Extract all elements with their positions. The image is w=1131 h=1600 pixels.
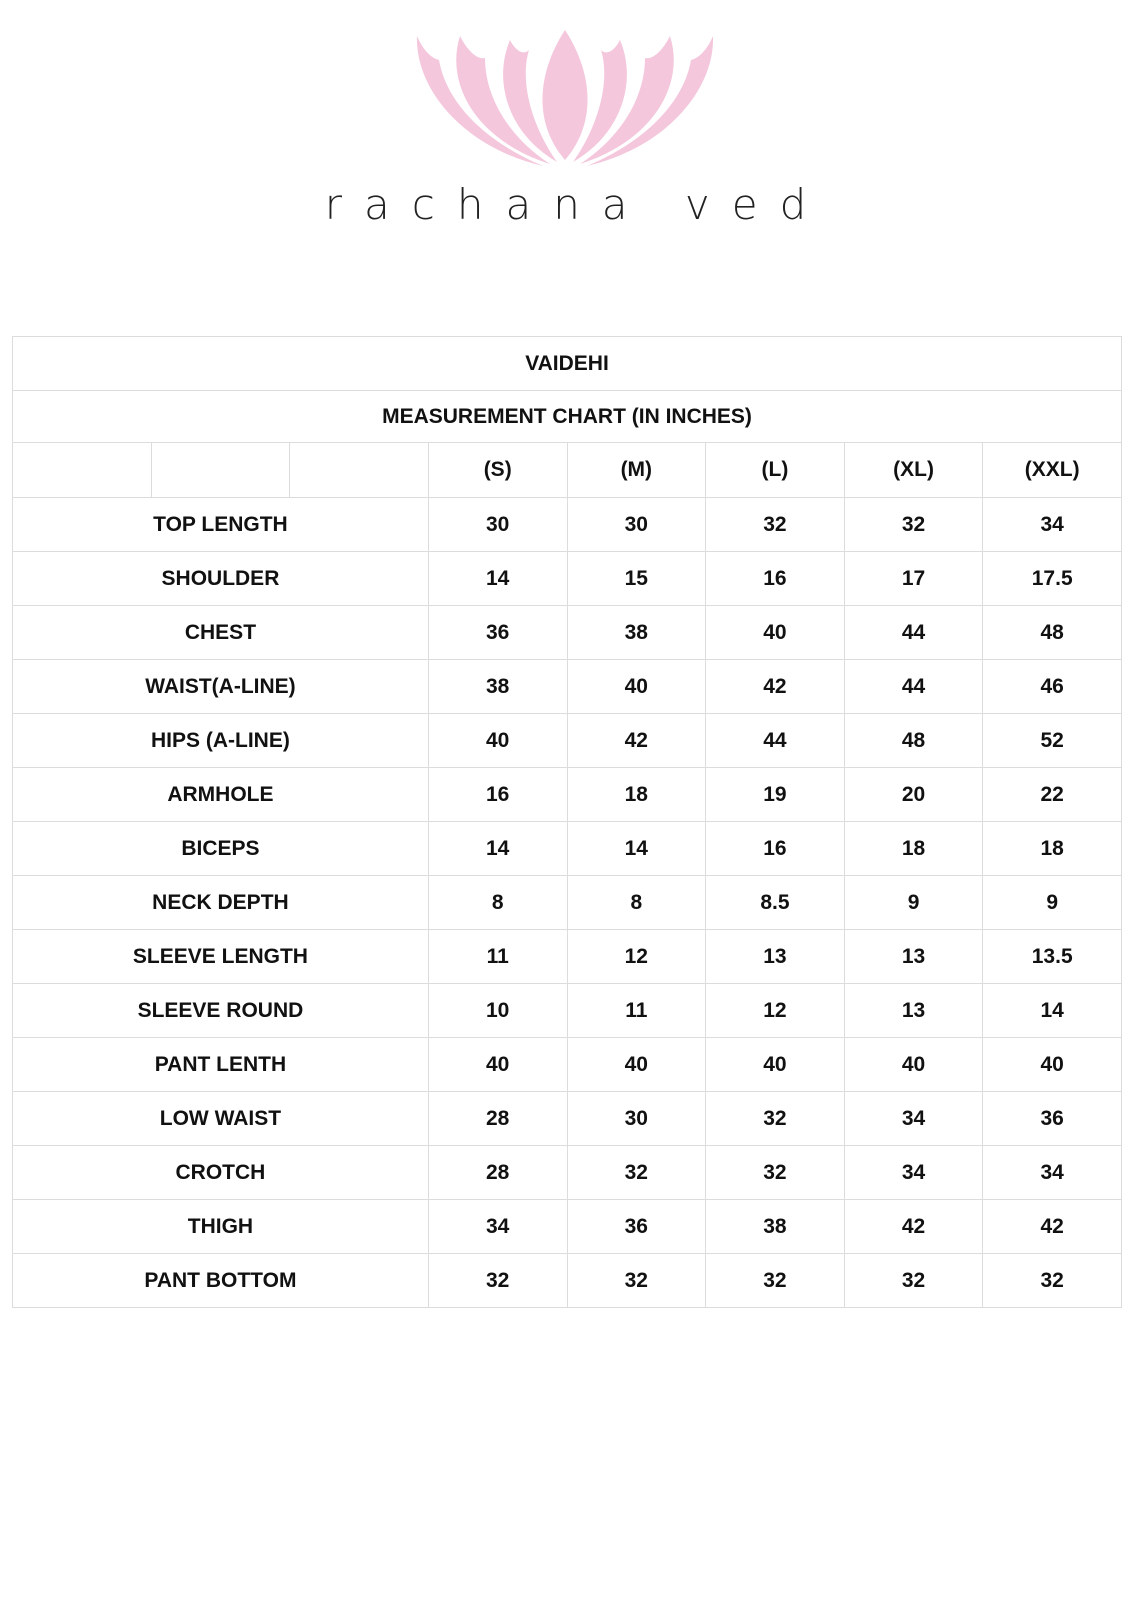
measurement-value: 13	[844, 930, 983, 984]
measurement-label: TOP LENGTH	[13, 498, 429, 552]
measurement-value: 32	[706, 1254, 845, 1308]
measurement-value: 14	[428, 552, 567, 606]
table-row	[13, 822, 1122, 876]
measurement-value: 40	[567, 1038, 706, 1092]
measurement-value: 32	[706, 498, 845, 552]
measurement-chart-table	[12, 336, 1122, 1308]
measurement-value: 52	[983, 714, 1122, 768]
measurement-value: 22	[983, 768, 1122, 822]
measurement-value: 32	[706, 1146, 845, 1200]
measurement-label: PANT BOTTOM	[13, 1254, 429, 1308]
measurement-value: 38	[567, 606, 706, 660]
measurement-value: 18	[844, 822, 983, 876]
brand-header	[0, 20, 1131, 260]
measurement-value: 19	[706, 768, 845, 822]
table-row	[13, 1200, 1122, 1254]
measurement-value: 30	[567, 1092, 706, 1146]
measurement-value: 32	[567, 1254, 706, 1308]
measurement-value: 30	[567, 498, 706, 552]
measurement-value: 8	[428, 876, 567, 930]
size-header-row	[13, 443, 1122, 498]
measurement-value: 12	[706, 984, 845, 1038]
measurement-value: 18	[983, 822, 1122, 876]
measurement-value: 10	[428, 984, 567, 1038]
measurement-value: 34	[983, 498, 1122, 552]
measurement-value: 42	[706, 660, 845, 714]
table-row	[13, 714, 1122, 768]
table-row	[13, 1038, 1122, 1092]
measurement-value: 16	[428, 768, 567, 822]
measurement-value: 8.5	[706, 876, 845, 930]
measurement-value: 44	[844, 606, 983, 660]
measurement-value: 32	[983, 1254, 1122, 1308]
measurement-value: 36	[428, 606, 567, 660]
measurement-label: SLEEVE ROUND	[13, 984, 429, 1038]
measurement-value: 40	[428, 1038, 567, 1092]
measurement-value: 42	[567, 714, 706, 768]
measurement-value: 13.5	[983, 930, 1122, 984]
measurement-value: 40	[567, 660, 706, 714]
chart-title: VAIDEHI	[13, 337, 1122, 391]
measurement-value: 20	[844, 768, 983, 822]
measurement-value: 48	[844, 714, 983, 768]
size-header: (XL)	[844, 443, 983, 498]
measurement-value: 32	[844, 1254, 983, 1308]
measurement-label: BICEPS	[13, 822, 429, 876]
measurement-label: HIPS (A-LINE)	[13, 714, 429, 768]
table-row	[13, 552, 1122, 606]
measurement-value: 34	[428, 1200, 567, 1254]
measurement-value: 14	[428, 822, 567, 876]
measurement-value: 32	[844, 498, 983, 552]
measurement-value: 44	[844, 660, 983, 714]
measurement-value: 42	[983, 1200, 1122, 1254]
measurement-value: 11	[428, 930, 567, 984]
measurement-value: 34	[844, 1092, 983, 1146]
measurement-value: 34	[983, 1146, 1122, 1200]
measurement-label: LOW WAIST	[13, 1092, 429, 1146]
measurement-value: 9	[844, 876, 983, 930]
measurement-value: 40	[428, 714, 567, 768]
table-row	[13, 498, 1122, 552]
table-row	[13, 660, 1122, 714]
lotus-logo-icon	[415, 28, 715, 168]
brand-name: rachana ved	[324, 180, 829, 229]
measurement-label: ARMHOLE	[13, 768, 429, 822]
measurement-value: 46	[983, 660, 1122, 714]
measurement-value: 32	[706, 1092, 845, 1146]
measurement-label: CHEST	[13, 606, 429, 660]
measurement-value: 11	[567, 984, 706, 1038]
measurement-value: 40	[706, 1038, 845, 1092]
measurement-value: 32	[567, 1146, 706, 1200]
measurement-label: WAIST(A-LINE)	[13, 660, 429, 714]
measurement-value: 30	[428, 498, 567, 552]
measurement-value: 38	[706, 1200, 845, 1254]
measurement-label: SHOULDER	[13, 552, 429, 606]
measurement-value: 36	[983, 1092, 1122, 1146]
measurement-label: PANT LENTH	[13, 1038, 429, 1092]
measurement-label: THIGH	[13, 1200, 429, 1254]
empty-header-cell	[151, 443, 290, 498]
measurement-value: 16	[706, 822, 845, 876]
table-row	[13, 606, 1122, 660]
measurement-value: 12	[567, 930, 706, 984]
measurement-value: 34	[844, 1146, 983, 1200]
table-row	[13, 930, 1122, 984]
measurement-value: 9	[983, 876, 1122, 930]
table-row	[13, 1254, 1122, 1308]
measurement-value: 18	[567, 768, 706, 822]
measurement-value: 40	[706, 606, 845, 660]
measurement-value: 32	[428, 1254, 567, 1308]
measurement-value: 36	[567, 1200, 706, 1254]
measurement-value: 28	[428, 1092, 567, 1146]
measurement-value: 44	[706, 714, 845, 768]
measurement-value: 17	[844, 552, 983, 606]
measurement-value: 13	[844, 984, 983, 1038]
measurement-value: 14	[983, 984, 1122, 1038]
table-row	[13, 1146, 1122, 1200]
measurement-value: 40	[983, 1038, 1122, 1092]
size-header: (S)	[428, 443, 567, 498]
measurement-value: 15	[567, 552, 706, 606]
measurement-label: SLEEVE LENGTH	[13, 930, 429, 984]
table-row	[13, 1092, 1122, 1146]
empty-header-cell	[290, 443, 429, 498]
measurement-value: 40	[844, 1038, 983, 1092]
size-header: (M)	[567, 443, 706, 498]
measurement-value: 8	[567, 876, 706, 930]
measurement-value: 13	[706, 930, 845, 984]
size-header: (XXL)	[983, 443, 1122, 498]
measurement-value: 17.5	[983, 552, 1122, 606]
size-header: (L)	[706, 443, 845, 498]
chart-subtitle: MEASUREMENT CHART (IN INCHES)	[13, 391, 1122, 443]
table-row	[13, 876, 1122, 930]
measurement-label: NECK DEPTH	[13, 876, 429, 930]
measurement-value: 14	[567, 822, 706, 876]
table-row	[13, 984, 1122, 1038]
measurement-value: 48	[983, 606, 1122, 660]
table-row	[13, 768, 1122, 822]
measurement-label: CROTCH	[13, 1146, 429, 1200]
measurement-value: 16	[706, 552, 845, 606]
empty-header-cell	[13, 443, 152, 498]
measurement-value: 42	[844, 1200, 983, 1254]
measurement-value: 38	[428, 660, 567, 714]
measurement-value: 28	[428, 1146, 567, 1200]
